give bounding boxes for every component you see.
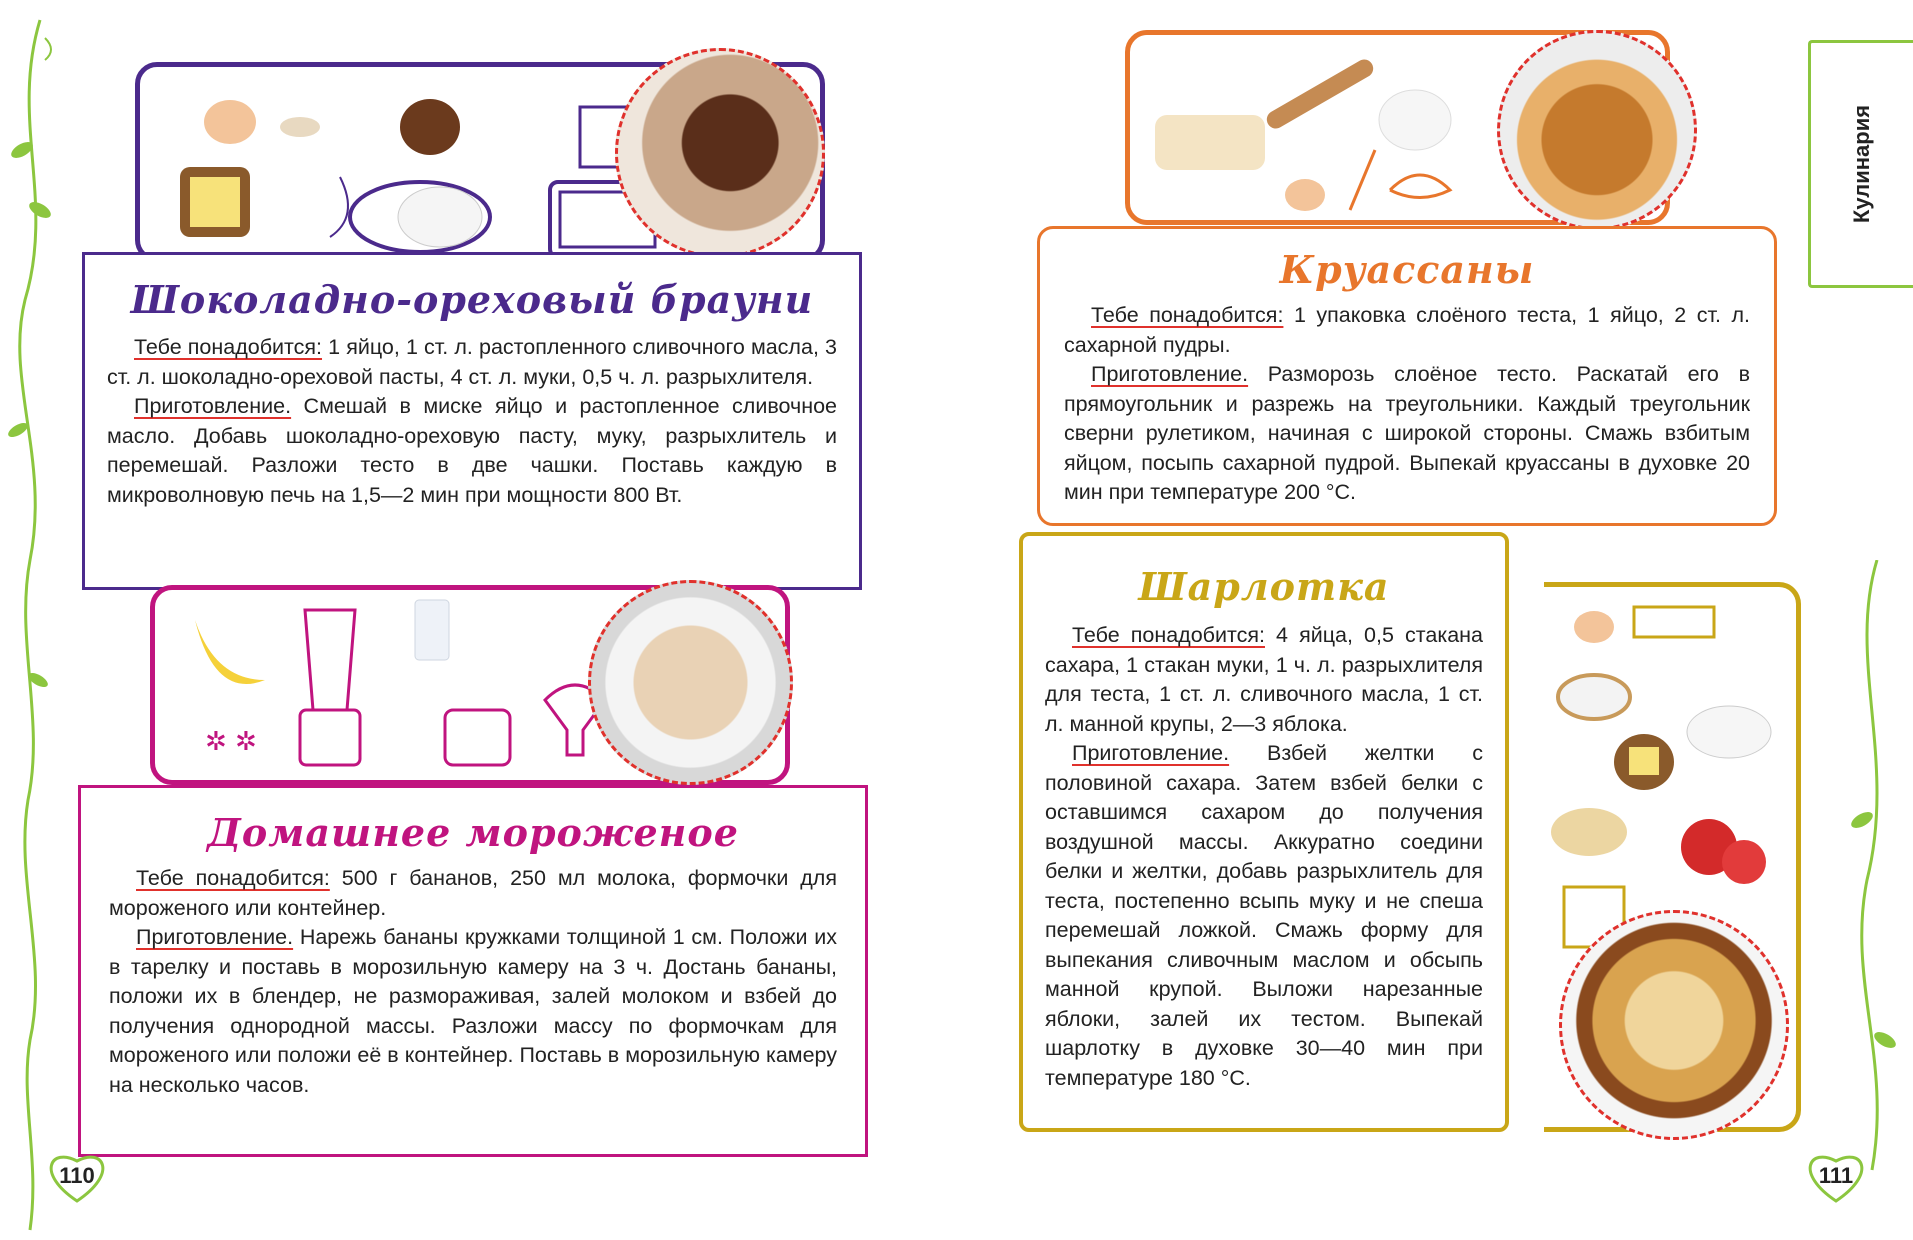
croissant-prep-text: Разморозь слоёное тесто. Раскатай его в прямоугольник и разрежь на треугольники. Каждый треугольник сверни рулетиком, начиная с широкой стороны. Смажь взбитым яйцом, посыпь сахарной пудрой. Выпекай круассаны в духовке 20 мин при температуре 200 °С. xyxy=(1064,362,1750,504)
croissant-needs-text: 1 упаковка слоёного теста, 1 яйцо, 2 ст. л. сахарной пудры. xyxy=(1064,303,1750,357)
icecream-text xyxy=(109,864,837,1100)
croissant-prep-label: Приготовление. xyxy=(1091,362,1249,386)
left-page xyxy=(0,0,956,1240)
icecream-photo xyxy=(588,580,793,785)
milk-glass-icon xyxy=(415,600,449,660)
egg-icon xyxy=(204,100,256,144)
croissant-text xyxy=(1064,301,1750,508)
dough-roll-icon xyxy=(1155,115,1265,170)
section-tab[interactable] xyxy=(1808,40,1913,288)
section-tab-label: Кулинария xyxy=(1849,104,1874,224)
croissant-outline-icon xyxy=(1390,175,1450,198)
croissant-title: Круассаны xyxy=(1279,247,1535,292)
jar-icon xyxy=(445,710,510,765)
semolina-icon xyxy=(1551,808,1627,856)
sugar-bowl-icon xyxy=(1558,675,1630,719)
charlotte-needs-text: 4 яйца, 0,5 стакана сахара, 1 стакан муки, 1 ч. л. разрыхлителя для теста, 1 ст. л. сливочного масла, 1 ст. л. манной крупы, 2—3 яблока. xyxy=(1045,623,1483,736)
chocolate-paste-icon xyxy=(400,99,460,155)
croissant-needs-label: Тебе понадобится: xyxy=(1091,303,1284,327)
icecream-needs-label: Тебе понадобится: xyxy=(136,866,330,890)
icecream-ingredients-icons xyxy=(165,590,625,780)
sugar-powder-icon xyxy=(1379,90,1451,150)
egg-icon xyxy=(1574,611,1614,643)
flour-bowl-icon xyxy=(1687,706,1771,758)
brownie-needs-text: 1 яйцо, 1 ст. л. растопленного сливочного масла, 3 ст. л. шоколадно-ореховой пасты, 4 ст. л. муки, 0,5 ч. л. разрыхлителя. xyxy=(107,335,837,389)
icecream-recipe-card xyxy=(78,785,868,1157)
right-page xyxy=(957,0,1913,1240)
brownie-prep-label: Приготовление. xyxy=(134,394,292,418)
brownie-prep-text: Смешай в миске яйцо и растопленное сливочное масло. Добавь шоколадно-ореховую пасту, муку, разрыхлитель и перемешай. Разложи тесто в две чашки. Поставь каждую в микроволновую печь на 1,5—2 мин при мощности 800 Вт. xyxy=(107,394,837,507)
brownie-photo xyxy=(615,48,825,258)
charlotte-photo xyxy=(1559,910,1789,1140)
icecream-needs-text: 500 г бананов, 250 мл молока, формочки для мороженого или контейнер. xyxy=(109,866,837,920)
spoon-icon xyxy=(280,117,320,137)
banana-icon xyxy=(195,620,265,684)
charlotte-needs-label: Тебе понадобится: xyxy=(1072,623,1265,647)
charlotte-prep-text: Взбей желтки с половиной сахара. Затем взбей белки с оставшимся сахаром до получения воздушной массы. Аккуратно соедини белки и желтки, добавь разрыхлитель для теста, постепенно всыпь муку и не спеша перемешай ложкой. Смажь форму для выпекания сливочным маслом и обсыпь манной крупой. Выложи нарезанные яблоки, залей их тестом. Выпекай шарлотку в духовке 30—40 мин при температуре 180 °С. xyxy=(1045,741,1483,1090)
blender-icon xyxy=(305,610,355,710)
brownie-text xyxy=(107,333,837,510)
croissant-ingredients-icons xyxy=(1140,35,1520,220)
vine-decoration-icon xyxy=(0,0,60,1240)
page-number-left: 110 xyxy=(45,1145,109,1205)
rolling-pin-icon xyxy=(1264,56,1377,132)
vine-decoration-icon xyxy=(1837,560,1907,1180)
charlotte-prep-label: Приготовление. xyxy=(1072,741,1230,765)
mixer-icon xyxy=(1634,607,1714,637)
flour-bowl-icon xyxy=(398,187,482,247)
brownie-needs-label: Тебе понадобится: xyxy=(134,335,323,359)
charlotte-title: Шарлотка xyxy=(1138,564,1390,609)
svg-text:✲ ✲: ✲ ✲ xyxy=(205,727,257,757)
icecream-title: Домашнее мороженое xyxy=(207,810,739,855)
brownie-recipe-card xyxy=(82,252,862,590)
charlotte-recipe-card xyxy=(1019,532,1509,1132)
egg-icon xyxy=(1285,179,1325,211)
croissant-recipe-card xyxy=(1037,226,1777,526)
icecream-prep-text: Нарежь бананы кружками толщиной 1 см. Положи их в тарелку и поставь в морозильную камеру на 3 ч. Достань бананы, положи их в блендер, не размораживая, залей молоком и взбей до получения однородной массы. Разложи массу по формочкам для мороженого или положи её в контейнер. Поставь в морозильную камеру на несколько часов. xyxy=(109,925,837,1097)
page-number-right: 111 xyxy=(1804,1145,1868,1205)
whisk-icon xyxy=(1350,150,1375,210)
croissant-photo xyxy=(1497,30,1697,230)
charlotte-text xyxy=(1045,621,1483,1093)
icecream-prep-label: Приготовление. xyxy=(136,925,294,949)
brownie-title: Шоколадно-ореховый брауни xyxy=(130,277,814,322)
